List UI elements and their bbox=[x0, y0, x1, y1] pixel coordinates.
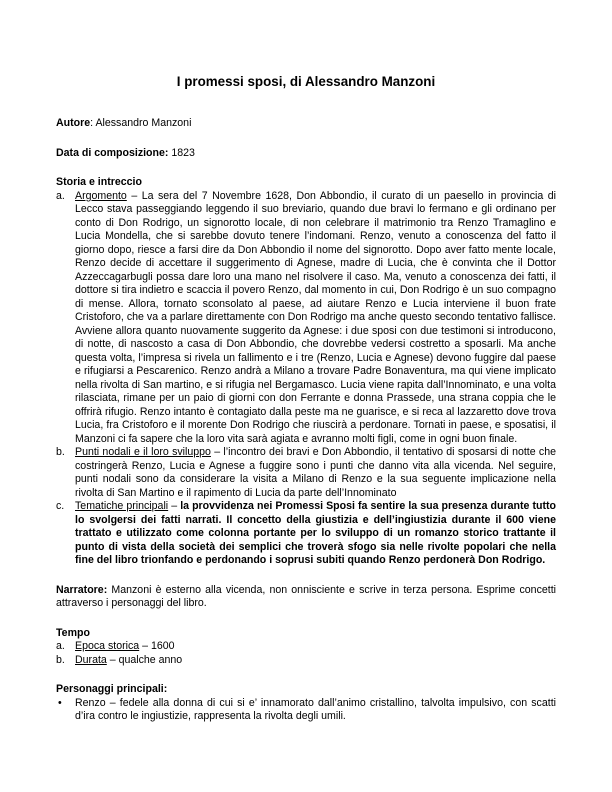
plot-item-text: – l’incontro dei bravi e Don Abbondio, il tentativo di sposarsi di notte che costringerà Renzo, Lucia e Agnese a fuggire sono i punti che danno vita alla vicenda. Nel seguire, punti nodali sono da considerare la visita a Milano di Renzo e la sua seguente implicazione nella rivolta di San Martino e il rapimento di Lucia da parte dell’Innominato bbox=[75, 446, 556, 499]
character-item-renzo bbox=[56, 697, 556, 724]
list-marker: a. bbox=[56, 640, 65, 652]
list-marker: a. bbox=[56, 189, 65, 202]
plot-item-text: – La sera del 7 Novembre 1628, Don Abbondio, il curato di un paesello in provincia di Lecco stava passeggiando leggendo il suo breviario, quando due bravi lo fermano e gli ordinano per conto di Don Rodrigo, un signorotto locale, di non celebrare il matrimonio tra Renzo Tramaglino e Lucia Mondella, che si sarebbe dovuto tenere l’indomani. Renzo, venuto a conoscenza del fatto il giorno dopo, riesce a farsi dire da Don Abbondio il nome del signorotto. Dopo aver fatto mente locale, Renzo decide di accettare il suggerimento di Agnese, madre di Lucia, che è convinta che il Dottor Azzeccagarbugli possa dare loro una mano nel risolvere il caso. Ma, venuto a conoscenza dei fatti, il dottore si tira indietro e scaccia il povero Renzo, dal momento in cui, Don Rodrigo è un suo compagno di mense. Allora, tornato sconsolato al paese, ad aiutare Renzo e Lucia interviene il buon frate Cristoforo, che va a parlare direttamente con Don Rodrigo ma anche questo secondo tentativo fallisce. Avviene allora quanto nuovamente suggerito da Agnese: i due sposi con due testimoni si introducono, di notte, di nascosto a casa di Don Abbondio, che dovrebbe vedersi costretto a sposarli. Ma anche questa volta, l’impresa si rivela un fallimento e i tre (Renzo, Lucia e Agnese) devono fuggire dal paese e rifugiarsi a Pescarenico. Renzo andrà a Milano a trovare Padre Bonaventura, ma qui viene implicato nella rivolta di San martino, e si rifugia nel Bergamasco. Lucia viene rapita dall’Innominato, e una volta rilasciata, rimane per un paio di giorni con don Ferrante e donna Prassede, una strana coppia che le offrirà rifugio. Renzo intanto è contagiato dalla peste ma ne guarisce, e si reca al lazzaretto dove trova Lucia, fra Cristoforo e il morente Don Rodrigo che riuscirà a perdonare. Tornati in paese, e sposatisi, il Manzoni ci fa sapere che la loro vita sarà agiata e avranno molti figli, come in ogni buon finale. bbox=[75, 189, 556, 445]
narrator-label: Narratore: bbox=[56, 583, 108, 596]
plot-item-argomento bbox=[56, 190, 556, 447]
composition-date-value: 1823 bbox=[168, 146, 195, 159]
time-item-text: – 1600 bbox=[139, 640, 175, 652]
time-item-label: Durata bbox=[75, 653, 107, 666]
list-marker: b. bbox=[56, 653, 65, 666]
document-page bbox=[56, 74, 556, 724]
author-label: Autore bbox=[56, 117, 91, 129]
narrator-text: Manzoni è esterno alla vicenda, non onnisciente e scrive in terza persona. Esprime concetti attraverso i personaggi del libro. bbox=[56, 583, 556, 609]
time-item-label: Epoca storica bbox=[75, 640, 140, 652]
time-heading: Tempo bbox=[56, 626, 90, 639]
document-title: I promessi sposi, di Alessandro Manzoni bbox=[176, 74, 436, 89]
character-text: Renzo – fedele alla donna di cui si e’ innamorato dall’animo cristallino, talvolta impulsivo, con scatti d’ira contro le ingiustizie, rappresenta la rivolta degli umili. bbox=[75, 696, 556, 722]
time-item-text: – qualche anno bbox=[106, 653, 183, 666]
plot-item-text: la provvidenza nei Promessi Sposi fa sentire la sua presenza durante tutto lo svolgersi dei fatti narrati. Il concetto della giustizia e dell’ingiustizia durante il 600 viene trattato e utilizzato come colonna portante per lo sviluppo di un romanzo storico trattante il punto di vista della società dei semplici che troverà sfogo sia nelle rivolte popolari che nella fine del libro trionfando e perdonando i soprusi subiti quando Renzo perdonerà Don Rodrigo. bbox=[75, 500, 556, 566]
author-value: : Alessandro Manzoni bbox=[90, 117, 192, 129]
plot-item-punti-nodali bbox=[56, 446, 556, 500]
bullet-icon: • bbox=[58, 696, 62, 709]
author-field bbox=[56, 117, 556, 131]
plot-item-prefix: – bbox=[168, 500, 181, 512]
plot-item-label: Tematiche principali bbox=[75, 500, 169, 512]
composition-date-label: Data di composizione: bbox=[56, 146, 169, 159]
plot-list bbox=[56, 190, 556, 568]
characters-list bbox=[56, 697, 556, 724]
narrator-paragraph bbox=[56, 584, 556, 611]
plot-item-tematiche bbox=[56, 500, 556, 568]
list-marker: c. bbox=[56, 500, 65, 512]
plot-heading: Storia e intreccio bbox=[56, 176, 142, 188]
plot-item-label: Argomento bbox=[75, 189, 127, 202]
time-item-durata bbox=[56, 654, 556, 668]
plot-item-label: Punti nodali e il loro sviluppo bbox=[75, 446, 211, 458]
composition-date-field bbox=[56, 147, 556, 161]
time-list bbox=[56, 640, 556, 667]
list-marker: b. bbox=[56, 446, 65, 458]
time-item-epoca bbox=[56, 640, 556, 654]
characters-heading: Personaggi principali: bbox=[56, 683, 168, 695]
